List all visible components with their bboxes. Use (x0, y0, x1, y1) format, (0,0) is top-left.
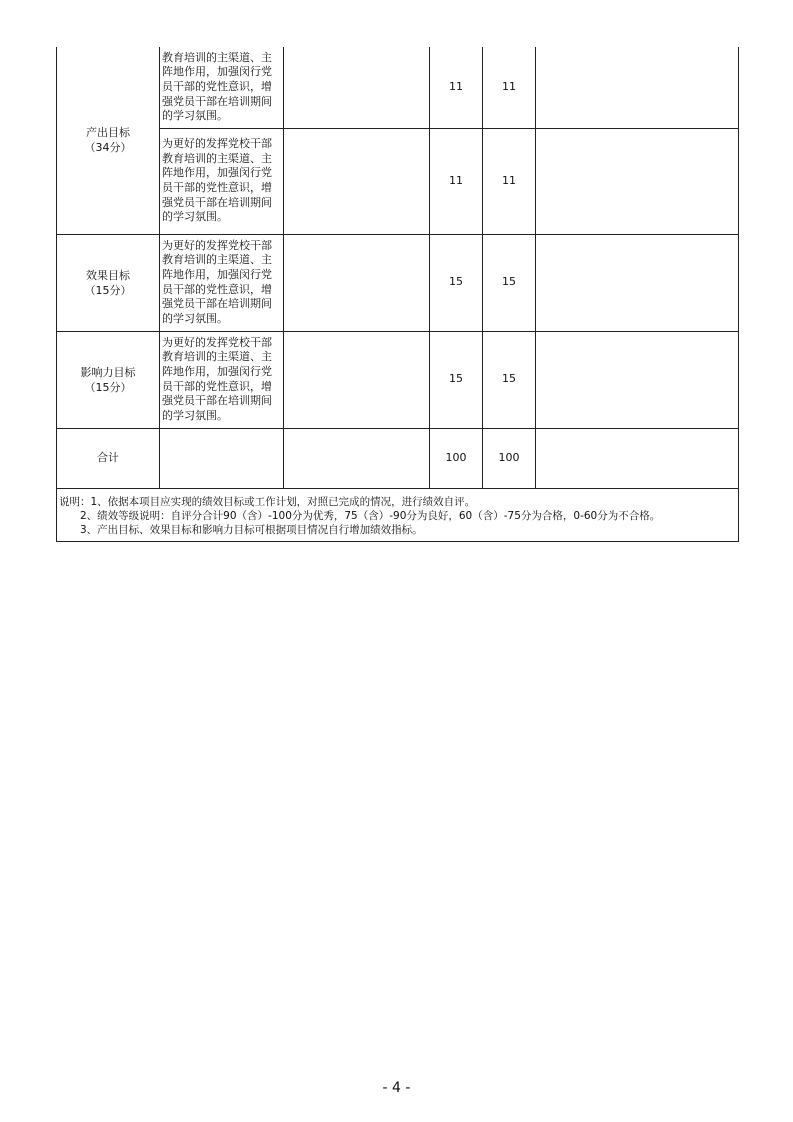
note-line: 说明：1、依据本项目应实现的绩效目标或工作计划，对照已完成的情况，进行绩效自评。 (59, 495, 476, 508)
empty-cell (284, 331, 430, 428)
indicator-description: 为更好的发挥党校干部教育培训的主渠道、主阵地作用，加强闵行党员干部的党性意识，增强党员干部在培训期间的学习氛围。 (160, 234, 284, 331)
category-cell (57, 234, 160, 331)
total-label: 合计 (57, 428, 160, 488)
category-cell (57, 47, 160, 234)
notes-cell (57, 488, 739, 541)
actual-score: 15 (483, 234, 536, 331)
empty-cell (284, 47, 430, 128)
empty-cell (284, 428, 430, 488)
table-row (57, 234, 739, 331)
indicator-description: 为更好的发挥党校干部教育培训的主渠道、主阵地作用，加强闵行党员干部的党性意识，增强党员干部在培训期间的学习氛围。 (160, 331, 284, 428)
category-cell (57, 331, 160, 428)
empty-cell (160, 428, 284, 488)
performance-table (56, 47, 739, 542)
total-target-score: 100 (430, 428, 483, 488)
target-score: 15 (430, 234, 483, 331)
target-score: 11 (430, 47, 483, 128)
category-score: （15分） (84, 380, 132, 394)
empty-cell (536, 428, 739, 488)
table-row (57, 47, 739, 128)
empty-cell (284, 234, 430, 331)
actual-score: 11 (483, 128, 536, 234)
target-score: 15 (430, 331, 483, 428)
actual-score: 15 (483, 331, 536, 428)
total-row (57, 428, 739, 488)
indicator-description: 为更好的发挥党校干部教育培训的主渠道、主阵地作用，加强闵行党员干部的党性意识，增强党员干部在培训期间的学习氛围。 (160, 128, 284, 234)
note-line: 2、绩效等级说明：自评分合计90（含）-100分为优秀，75（含）-90分为良好，60（含）-75分为合格，0-60分为不合格。 (80, 509, 661, 522)
note-line: 3、产出目标、效果目标和影响力目标可根据项目情况自行增加绩效指标。 (80, 523, 423, 536)
notes-row (57, 488, 739, 541)
empty-cell (536, 331, 739, 428)
category-score: （15分） (84, 283, 132, 297)
empty-cell (536, 128, 739, 234)
indicator-description: 教育培训的主渠道、主阵地作用，加强闵行党员干部的党性意识，增强党员干部在培训期间的学习氛围。 (160, 47, 284, 128)
category-name: 影响力目标 (80, 365, 136, 379)
empty-cell (284, 128, 430, 234)
empty-cell (536, 234, 739, 331)
page-number: - 4 - (382, 1080, 411, 1096)
total-actual-score: 100 (483, 428, 536, 488)
category-name: 效果目标 (86, 268, 130, 282)
table-row (57, 331, 739, 428)
actual-score: 11 (483, 47, 536, 128)
category-name: 产出目标 (86, 126, 130, 140)
empty-cell (536, 47, 739, 128)
target-score: 11 (430, 128, 483, 234)
category-score: （34分） (84, 141, 132, 155)
table-row (57, 128, 739, 234)
